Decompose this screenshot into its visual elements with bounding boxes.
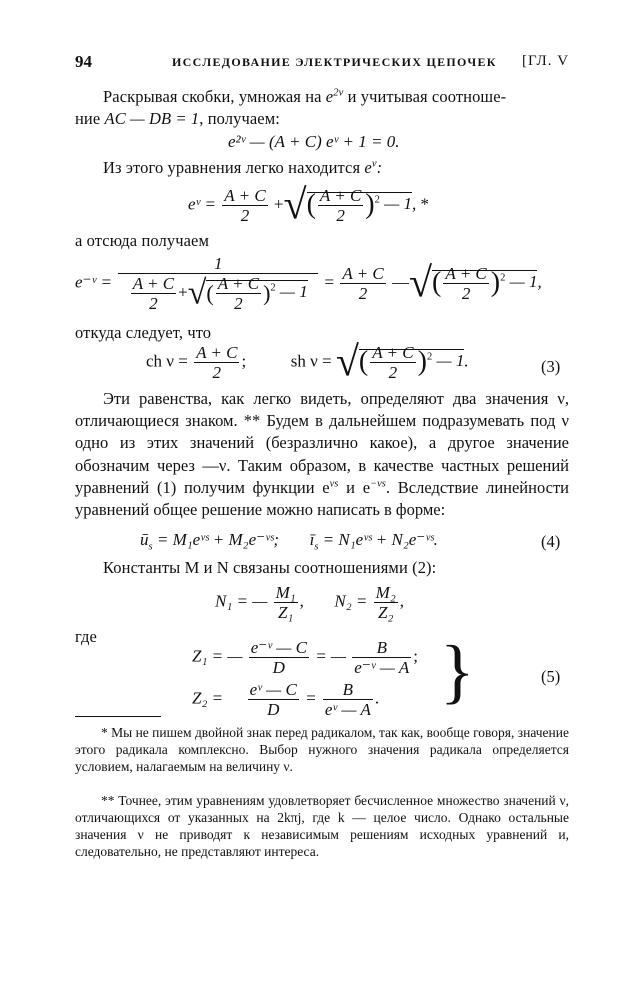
chapter-label: [ГЛ. V	[522, 53, 570, 69]
right-brace: }	[440, 631, 475, 711]
paragraph-4: откуда следует, что	[75, 323, 212, 342]
paragraph-2: Из этого уравнения легко находится $e^\nu$:	[103, 158, 383, 177]
equation-n1-n2: N₁ = — $\frac{\text{M₁}}{\text{Z₁}}$ , N₂ = $\frac{\text{M₂}}{\text{Z₂}}$ ,	[215, 583, 404, 622]
paragraph-5: Эти равенства, как легко видеть, определяют два значения ν, отличающиеся знаком. ** Будем в дальнейшем подразумевать под ν одно из этих значений (безразлично какое), а другое значение обозначим через —ν. Таким образом, в качестве частных решений уравнений (1) получим функции $e^{\nu s}$ и $e^{-\nu s}$. Вследствие линейности уравнений общее решение можно написать в форме:	[75, 389, 569, 520]
equation-number-5: (5)	[541, 667, 561, 686]
paragraph-6: Константы M и N связаны соотношениями (2):	[103, 558, 437, 577]
equation-number-4: (4)	[541, 532, 561, 551]
equation-2: eᵛ = $\frac{A + C}{2}$ +√( $\frac{A + C}{2}$ )$^2$ — 1, *	[188, 182, 429, 229]
paragraph-7: где	[75, 627, 97, 646]
page-number: 94	[75, 52, 92, 71]
paragraph-1-line-2: ние AC — DB = 1, получаем:	[75, 109, 280, 128]
equation-1: e²ᵛ — (A + C) eᵛ + 1 = 0.	[228, 132, 400, 151]
equation-3: e⁻ᵛ = 1 $\frac{A + C}{2}$ +√( $\frac{A + C}{2}$ )$^2$ — 1 = $\frac{A + C}{2}$ —√( $\frac{A + C}{2}$ )$^2$ — 1,	[75, 254, 542, 313]
equation-ch-sh: ch ν = $\frac{A + C}{2}$ ; sh ν = √( $\frac{A + C}{2}$ )$^2$ — 1.	[146, 339, 469, 386]
running-title: ИССЛЕДОВАНИЕ ЭЛЕКТРИЧЕСКИХ ЦЕПОЧЕК	[172, 55, 497, 69]
paragraph-1-line-1: Раскрывая скобки, умножая на $e^{2\nu}$ и учитывая соотноше-	[103, 87, 507, 106]
footnote-2: ** Точнее, этим уравнениям удовлетворяет бесчисленное множество значений ν, отличающихся от указанных на 2kπj, где k — целое число. Однако остальные значения ν не приводят к независимым решениям исходных уравнений и, следовательно, не представляют интереса.	[75, 793, 569, 859]
paragraph-3: а отсюда получаем	[75, 231, 209, 250]
equation-z1: Z₁ = — $\frac{\text{e⁻ᵛ — C}}{D}$ = — $\frac{B}{\text{e⁻ᵛ — A}}$ ;	[192, 638, 418, 677]
equation-number-3: (3)	[541, 357, 561, 376]
footnote-1: * Мы не пишем двойной знак перед радикалом, так как, вообще говоря, значение этого радикала комплексно. Выбор нужного значения радикала определяется условием, налагаемым на величину ν.	[75, 725, 569, 774]
equation-z2: Z₂ = $\frac{\text{eᵛ — C}}{D}$ = $\frac{B}{\text{eᵛ — A}}$ .	[192, 680, 380, 719]
footnote-rule	[75, 716, 161, 717]
equation-4: $ū_s$ = M₁eᵛˢ + M₂e⁻ᵛˢ; $ī_s$ = N₁eᵛˢ + N₂e⁻ᵛˢ.	[140, 530, 438, 553]
